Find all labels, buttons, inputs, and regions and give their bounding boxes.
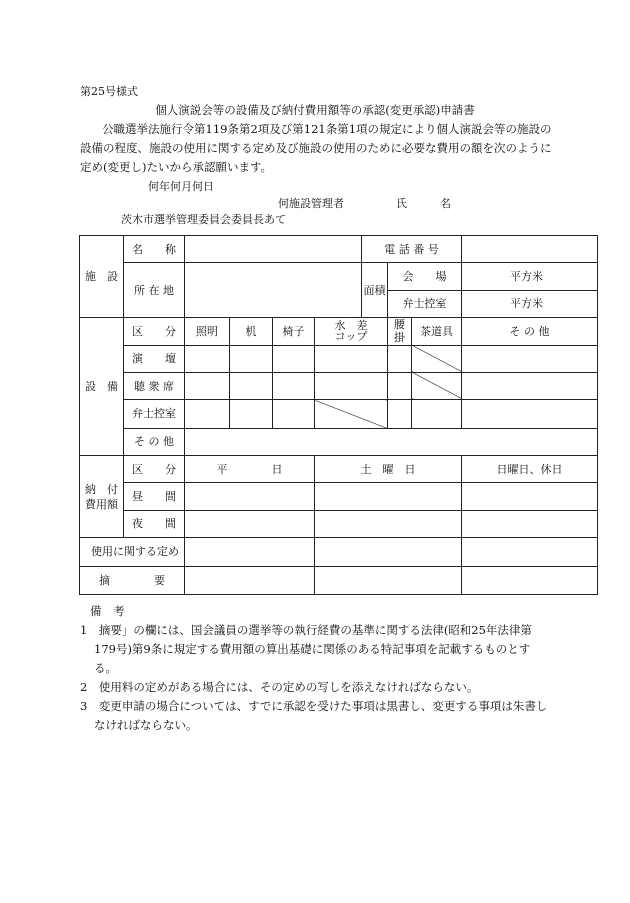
addressee: 茨木市選挙管理委員会委員長あて [121,213,286,226]
equipment-cell[interactable] [230,400,273,428]
equipment-row-other: そ の 他 [124,428,185,455]
address-label: 所 在 地 [124,263,185,318]
equipment-cell[interactable] [230,345,273,372]
facility-name-value[interactable] [185,236,362,263]
equipment-col-other: そ の 他 [462,318,598,345]
note-item: 1 摘要」の欄には、国会議員の選挙等の執行経費の基準に関する法律(昭和25年法律第179号)第9条に規定する費用額の算出基礎に関係のある特記事項を記載するものとする。 [80,623,532,675]
equipment-cell[interactable] [185,400,230,428]
usage-rules-cell[interactable] [462,538,598,566]
notes-heading: 備 考 [90,604,125,618]
equipment-cell[interactable] [185,372,230,399]
phone-label: 電 話 番 号 [362,236,462,263]
usage-rules-cell[interactable] [315,538,462,566]
fees-col-weekday: 平 日 [185,456,315,483]
venue-area-label: 会 場 [388,263,462,290]
fees-row-night: 夜 間 [124,510,185,537]
equipment-cell-struck [315,400,388,428]
summary-cell[interactable] [462,566,598,594]
equipment-cell-struck [412,372,462,399]
waiting-room-area-unit[interactable]: 平方米 [462,290,598,317]
summary-cell[interactable] [185,566,315,594]
form-number: 第25号様式 [80,85,138,98]
usage-rules-label: 使用に関する定め [80,538,185,566]
equipment-cell[interactable] [388,345,412,372]
equipment-cell-struck [412,345,462,372]
equipment-cell[interactable] [273,372,315,399]
equipment-cell[interactable] [412,400,462,428]
fees-cell[interactable] [185,483,315,510]
equipment-cell[interactable] [315,372,388,399]
fees-cell[interactable] [315,483,462,510]
note-item: 2 使用料の定めがある場合には、その定めの写しを添えなければならない。 [80,680,479,694]
fees-header: 納 付 費用額 [80,456,124,538]
equipment-cell[interactable] [462,400,598,428]
manager-label: 何施設管理者 [278,197,344,210]
fees-cell[interactable] [462,510,598,537]
venue-area-unit[interactable]: 平方米 [462,263,598,290]
equipment-cell[interactable] [230,372,273,399]
equipment-cell[interactable] [388,372,412,399]
equipment-row-podium: 演 壇 [124,345,185,372]
equipment-cell[interactable] [185,345,230,372]
equipment-row-waiting-room: 弁士控室 [124,400,185,428]
phone-value[interactable] [462,236,598,263]
equipment-col-chair: 椅子 [273,318,315,345]
equipment-cell[interactable] [388,400,412,428]
equipment-header: 設 備 [80,318,124,456]
intro-paragraph: 公職選挙法施行令第119条第2項及び第121条第1項の規定により個人演説会等の施設の設備の程度、施設の使用に関する定め及び施設の使用のために必要な費用の額を次のように定め(変更し)たいから承認願います。 [80,122,552,174]
equipment-cell[interactable] [462,345,598,372]
equipment-cell[interactable] [273,345,315,372]
note-item: 3 変更申請の場合については、すでに承認を受けた事項は黒書し、変更する事項は朱書しなければならない。 [80,699,548,732]
facility-name-label: 名 称 [124,236,185,263]
application-table [79,235,598,595]
equipment-col-water-cup: 水 差 コップ [315,318,388,345]
equipment-cell[interactable] [315,345,388,372]
equipment-col-bench: 腰 掛 [388,318,412,345]
fees-cell[interactable] [462,483,598,510]
usage-rules-cell[interactable] [185,538,315,566]
equipment-cell[interactable] [273,400,315,428]
address-value[interactable] [185,263,362,318]
equipment-other-value[interactable] [185,428,598,455]
equipment-col-tea-set: 茶道具 [412,318,462,345]
date-line: 何年何月何日 [148,180,214,193]
fees-cell[interactable] [315,510,462,537]
facility-header: 施 設 [80,236,124,318]
name-label: 氏 名 [396,197,451,210]
equipment-category-label: 区 分 [124,318,185,345]
area-label: 面積 [362,263,388,318]
equipment-row-audience: 聴 衆 席 [124,372,185,399]
fees-cell[interactable] [185,510,315,537]
fees-category-label: 区 分 [124,456,185,483]
equipment-col-lighting: 照明 [185,318,230,345]
equipment-col-desk: 机 [230,318,273,345]
fees-col-saturday: 土 曜 日 [315,456,462,483]
notes-section [80,602,550,735]
summary-label: 摘 要 [80,566,185,594]
waiting-room-area-label: 弁士控室 [388,290,462,317]
summary-cell[interactable] [315,566,462,594]
fees-row-daytime: 昼 間 [124,483,185,510]
equipment-cell[interactable] [462,372,598,399]
document-title: 個人演説会等の設備及び納付費用額等の承認(変更承認)申請書 [155,103,475,117]
fees-col-holiday: 日曜日、休日 [462,456,598,483]
